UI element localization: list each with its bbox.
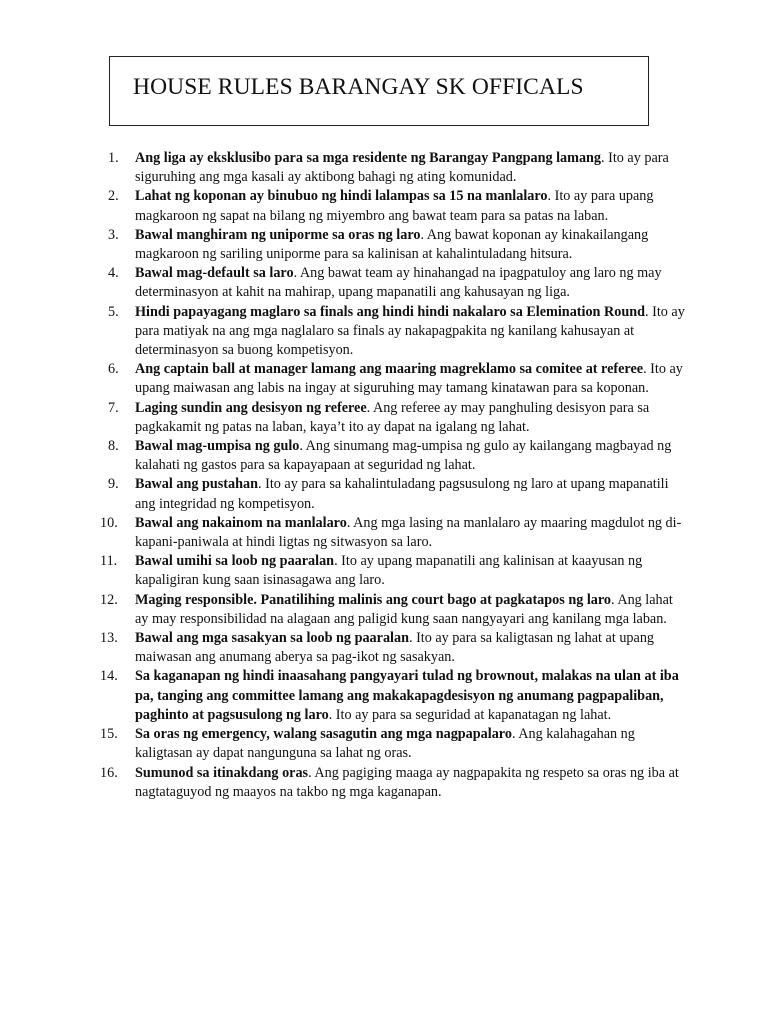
rule-heading: Bawal ang pustahan (135, 476, 259, 493)
rule-heading: Sa kaganapan ng hindi inaasahang pangyayari tulad ng brownout, malakas na ulan at iba pa, tanging ang committee lamang ang makakapagdesisyon ng anumang pagpapaliban, paghinto at pagsusulong ng laro (135, 668, 679, 723)
rule-heading: Maging responsible. Panatilihing malinis ang court bago at pagkatapos ng laro (135, 591, 612, 608)
rule-description: . Ito ay para sa kaligtasan ng lahat at upang maiwasan ang anumang aberya sa pag-ikot ng sasakyan. (135, 630, 655, 666)
rule-item (108, 187, 685, 225)
rule-heading: Bawal mag-default sa laro (135, 265, 294, 282)
rule-heading: Laging sundin ang desisyon ng referee (135, 399, 367, 416)
rule-heading: Bawal ang mga sasakyan sa loob ng paaralan (135, 630, 409, 647)
rule-heading: Sa oras ng emergency, walang sasagutin ang mga nagpapalaro (135, 726, 512, 743)
rule-number: 5. (108, 303, 119, 320)
rules-list (100, 149, 685, 802)
rule-item (108, 149, 685, 187)
rule-item (100, 764, 685, 802)
rule-description: . Ang referee ay may panghuling desisyon para sa pagkakamit ng patas na laban, kaya’t ito ay dapat na igalang ng lahat. (135, 399, 650, 435)
rule-number: 2. (108, 188, 119, 205)
rule-item (100, 591, 685, 629)
rule-item (100, 629, 685, 667)
rule-item (108, 399, 685, 437)
rule-item (108, 264, 685, 302)
rule-heading: Ang liga ay eksklusibo para sa mga residente ng Barangay Pangpang lamang (135, 150, 602, 166)
rule-number: 8. (108, 438, 119, 455)
rule-description: . Ang mga lasing na manlalaro ay maaring magdulot ng di-kapani-paniwala at hindi ligtas ng sitwasyon sa laro. (135, 514, 682, 551)
rule-item (108, 475, 685, 513)
rule-description: . Ito ay para sa kahalintuladang pagsusulong ng laro at upang mapanatili ang integridad ng kompetisyon. (135, 476, 669, 512)
rule-item (108, 437, 685, 475)
rule-description: . Ito ay para matiyak na ang mga naglalaro sa finals ay nakapagpakita ng kanilang kahusayan at determinasyon sa buong kompetisyon. (135, 303, 685, 359)
rule-heading: Sumunod sa itinakdang oras (135, 764, 309, 781)
rule-number: 9. (108, 476, 119, 493)
rule-number: 1. (108, 150, 119, 166)
rule-description: . Ito ay para siguruhing ang mga kasali ay aktibong bahagi ng ating komunidad. (135, 150, 669, 186)
rule-number: 11. (100, 553, 118, 570)
rule-number: 3. (108, 226, 119, 243)
rule-item (108, 303, 685, 361)
rule-description: . Ang lahat ay may responsibilidad na alagaan ang paligid kung saan nangyayari ang kanilang mga laban. (135, 591, 673, 627)
rule-description: . Ang sinumang mag-umpisa ng gulo ay kailangang magbayad ng kalahati ng gastos para sa kapayapaan at seguridad ng lahat. (135, 438, 672, 474)
rule-number: 16. (100, 764, 118, 781)
rule-number: 4. (108, 265, 119, 282)
rule-description: . Ito ay upang mapanatili ang kalinisan at kaayusan ng kapaligiran kung saan isinasagawa ang laro. (135, 553, 643, 589)
rule-heading: Lahat ng koponan ay binubuo ng hindi lalampas sa 15 na manlalaro (135, 188, 548, 205)
rule-number: 6. (108, 361, 119, 378)
rule-item (100, 725, 685, 763)
rule-item (100, 514, 685, 552)
rule-heading: Bawal ang nakainom na manlalaro (135, 514, 347, 531)
rule-description: . Ito ay para upang magkaroon ng sapat na bilang ng miyembro ang bawat team para sa patas na laban. (135, 188, 654, 224)
rule-heading: Bawal manghiram ng uniporme sa oras ng laro (135, 226, 421, 243)
rule-heading: Ang captain ball at manager lamang ang maaring magreklamo sa comitee at referee (135, 361, 644, 378)
rule-heading: Bawal mag-umpisa ng gulo (135, 438, 300, 455)
document-title: HOUSE RULES BARANGAY SK OFFICALS (133, 74, 584, 100)
rule-item (100, 552, 685, 590)
rule-number: 12. (100, 591, 118, 608)
rule-item (108, 360, 685, 398)
rule-number: 10. (100, 514, 118, 531)
rule-description: . Ang kalahagahan ng kaligtasan ay dapat nangunguna sa lahat ng oras. (135, 726, 635, 762)
rule-number: 15. (100, 726, 118, 743)
rule-heading: Hindi papayagang maglaro sa finals ang hindi hindi nakalaro sa Elemination Round (135, 303, 645, 320)
rule-item (108, 226, 685, 264)
rule-description: . Ito ay para sa seguridad at kapanatagan ng lahat. (328, 706, 612, 723)
rule-description: . Ito ay upang maiwasan ang labis na ingay at siguruhing may tamang kinatawan para sa koponan. (135, 361, 683, 397)
rule-item (100, 667, 685, 725)
rule-description: . Ang bawat team ay hinahangad na ipagpatuloy ang laro ng may determinasyon at kahit na mahirap, upang mapanatili ang kahusayan ng liga. (135, 265, 662, 301)
rule-number: 13. (100, 630, 118, 647)
title-box (109, 56, 649, 126)
rule-description: . Ang pagiging maaga ay nagpapakita ng respeto sa oras ng iba at nagtataguyod ng maayos na takbo ng mga kaganapan. (135, 764, 679, 800)
rule-heading: Bawal umihi sa loob ng paaralan (135, 553, 335, 570)
rule-number: 7. (108, 399, 119, 416)
rule-description: . Ang bawat koponan ay kinakailangang magkaroon ng sariling uniporme para sa kalinisan at kahalintuladang hitsura. (135, 226, 649, 263)
rule-number: 14. (100, 668, 118, 685)
